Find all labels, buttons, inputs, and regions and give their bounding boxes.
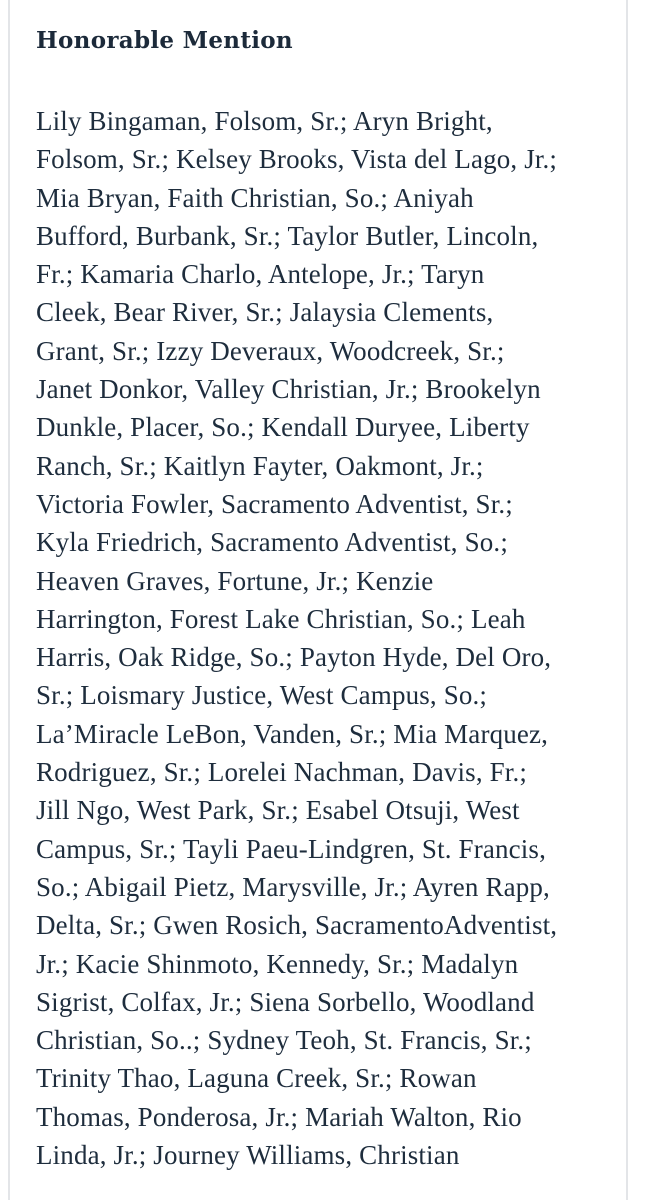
text-line: Harrington, Forest Lake Christian, So.; Leah [36, 603, 526, 634]
right-column-rule [626, 0, 628, 1200]
text-line: Thomas, Ponderosa, Jr.; Mariah Walton, Rio [36, 1101, 522, 1132]
text-line: Harris, Oak Ridge, So.; Payton Hyde, Del Oro, [36, 642, 552, 673]
text-line: La’Miracle LeBon, Vanden, Sr.; Mia Marquez, [36, 718, 549, 749]
text-line: Campus, Sr.; Tayli Paeu-Lindgren, St. Francis, [36, 833, 546, 864]
text-line: Sigrist, Colfax, Jr.; Siena Sorbello, Woodland [36, 986, 535, 1017]
text-line: Jill Ngo, West Park, Sr.; Esabel Otsuji, West [36, 795, 520, 826]
text-line: Dunkle, Placer, So.; Kendall Duryee, Liberty [36, 412, 530, 443]
text-line: Ranch, Sr.; Kaitlyn Fayter, Oakmont, Jr.; [36, 450, 484, 481]
text-line: Trinity Thao, Laguna Creek, Sr.; Rowan [36, 1063, 477, 1094]
section-heading: Honorable Mention [36, 27, 293, 54]
text-line: Rodriguez, Sr.; Lorelei Nachman, Davis, Fr.; [36, 757, 528, 788]
text-line: Mia Bryan, Faith Christian, So.; Aniyah [36, 182, 474, 213]
text-line: Folsom, Sr.; Kelsey Brooks, Vista del Lago, Jr.; [36, 144, 558, 175]
text-line: Kyla Friedrich, Sacramento Adventist, So.; [36, 527, 508, 558]
text-line: Christian, So..; Sydney Teoh, St. Francis, Sr.; [36, 1025, 532, 1056]
text-line: So.; Abigail Pietz, Marysville, Jr.; Ayren Rapp, [36, 871, 550, 902]
article-content [36, 18, 626, 1174]
text-line: Lily Bingaman, Folsom, Sr.; Aryn Bright, [36, 106, 493, 136]
text-line: Sr.; Loismary Justice, West Campus, So.; [36, 680, 488, 711]
text-line: Bufford, Burbank, Sr.; Taylor Butler, Lincoln, [36, 220, 539, 251]
left-column-rule [8, 0, 10, 1200]
text-line: Jr.; Kacie Shinmoto, Kennedy, Sr.; Madalyn [36, 948, 519, 979]
text-line: Linda, Jr.; Journey Williams, Christian [36, 1140, 460, 1171]
text-line: Grant, Sr.; Izzy Deveraux, Woodcreek, Sr.; [36, 335, 505, 366]
honorable-mention-list [36, 102, 626, 1174]
text-line: Delta, Sr.; Gwen Rosich, SacramentoAdventist, [36, 910, 558, 941]
text-line: Cleek, Bear River, Sr.; Jalaysia Clements, [36, 297, 494, 328]
text-line: Fr.; Kamaria Charlo, Antelope, Jr.; Taryn [36, 259, 485, 290]
text-line: Janet Donkor, Valley Christian, Jr.; Brookelyn [36, 374, 541, 405]
text-line: Victoria Fowler, Sacramento Adventist, Sr.; [36, 488, 513, 519]
text-line: Heaven Graves, Fortune, Jr.; Kenzie [36, 565, 434, 596]
